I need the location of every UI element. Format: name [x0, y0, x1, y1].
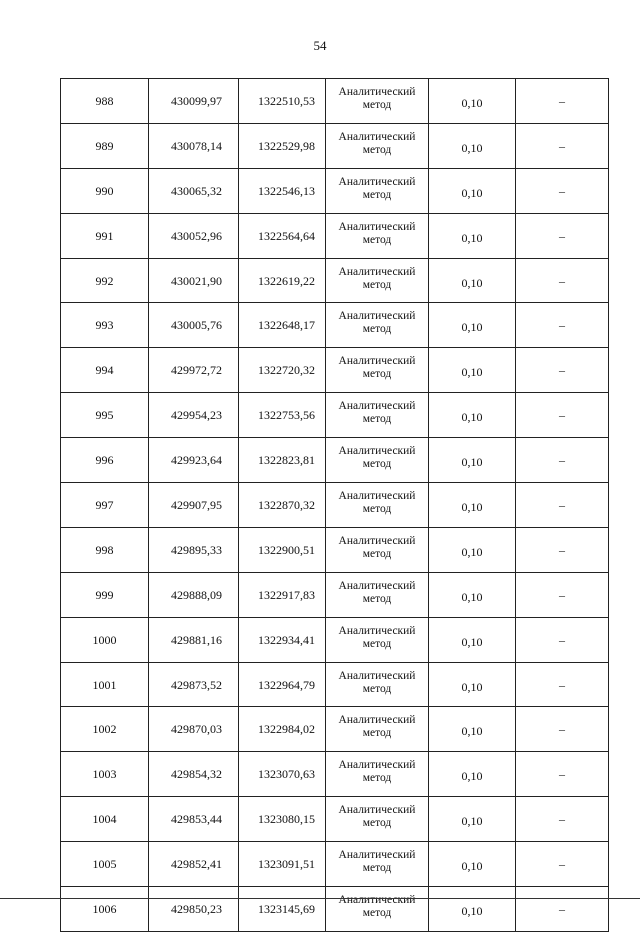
x-coordinate-cell: 429873,52	[149, 662, 239, 707]
method-line-1: Аналитический	[338, 534, 416, 547]
note-cell: –	[516, 797, 609, 842]
y-coordinate-cell: 1323080,15	[239, 797, 326, 842]
accuracy-cell: 0,10	[429, 303, 516, 348]
note-cell: –	[516, 438, 609, 483]
point-number-cell: 997	[61, 483, 149, 528]
point-number-cell: 1000	[61, 617, 149, 662]
method-line-2: метод	[362, 233, 392, 246]
accuracy-cell: 0,10	[429, 527, 516, 572]
accuracy-cell: 0,10	[429, 707, 516, 752]
accuracy-cell: 0,10	[429, 797, 516, 842]
x-coordinate-cell: 429852,41	[149, 842, 239, 887]
method-cell	[326, 79, 429, 124]
method-line-1: Аналитический	[338, 130, 416, 143]
y-coordinate-cell: 1322917,83	[239, 572, 326, 617]
method-line-2: метод	[362, 413, 392, 426]
y-coordinate-cell: 1322546,13	[239, 168, 326, 213]
note-cell: –	[516, 393, 609, 438]
y-coordinate-cell: 1322823,81	[239, 438, 326, 483]
table-row	[61, 617, 609, 662]
coordinates-table	[60, 78, 609, 932]
point-number-cell: 1003	[61, 752, 149, 797]
point-number-cell: 991	[61, 213, 149, 258]
x-coordinate-cell: 430021,90	[149, 258, 239, 303]
table-row	[61, 662, 609, 707]
point-number-cell: 998	[61, 527, 149, 572]
note-cell: –	[516, 258, 609, 303]
method-line-2: метод	[362, 727, 392, 740]
point-number-cell: 988	[61, 79, 149, 124]
table-row	[61, 303, 609, 348]
note-cell: –	[516, 483, 609, 528]
table-row	[61, 842, 609, 887]
method-line-1: Аналитический	[338, 400, 416, 413]
method-cell	[326, 797, 429, 842]
table-row	[61, 393, 609, 438]
accuracy-cell: 0,10	[429, 617, 516, 662]
note-cell: –	[516, 617, 609, 662]
method-cell	[326, 393, 429, 438]
method-line-1: Аналитический	[338, 489, 416, 502]
method-line-2: метод	[362, 547, 392, 560]
note-cell: –	[516, 707, 609, 752]
table-row	[61, 123, 609, 168]
method-line-1: Аналитический	[338, 893, 416, 906]
method-cell	[326, 572, 429, 617]
note-cell: –	[516, 168, 609, 213]
method-line-1: Аналитический	[338, 714, 416, 727]
method-cell	[326, 168, 429, 213]
method-line-2: метод	[362, 502, 392, 515]
accuracy-cell: 0,10	[429, 258, 516, 303]
method-cell	[326, 887, 429, 932]
y-coordinate-cell: 1322900,51	[239, 527, 326, 572]
method-cell	[326, 348, 429, 393]
method-line-1: Аналитический	[338, 804, 416, 817]
table-row	[61, 527, 609, 572]
accuracy-cell: 0,10	[429, 887, 516, 932]
point-number-cell: 989	[61, 123, 149, 168]
method-line-1: Аналитический	[338, 624, 416, 637]
method-line-2: метод	[362, 637, 392, 650]
note-cell: –	[516, 752, 609, 797]
accuracy-cell: 0,10	[429, 483, 516, 528]
method-line-2: метод	[362, 98, 392, 111]
method-line-2: метод	[362, 458, 392, 471]
method-cell	[326, 258, 429, 303]
y-coordinate-cell: 1322648,17	[239, 303, 326, 348]
method-line-2: метод	[362, 862, 392, 875]
method-line-1: Аналитический	[338, 579, 416, 592]
accuracy-cell: 0,10	[429, 438, 516, 483]
page-edge-line	[0, 898, 640, 899]
method-line-2: метод	[362, 682, 392, 695]
method-line-2: метод	[362, 323, 392, 336]
method-line-2: метод	[362, 188, 392, 201]
note-cell: –	[516, 662, 609, 707]
y-coordinate-cell: 1323091,51	[239, 842, 326, 887]
x-coordinate-cell: 429972,72	[149, 348, 239, 393]
method-cell	[326, 662, 429, 707]
method-line-1: Аналитический	[338, 355, 416, 368]
y-coordinate-cell: 1322619,22	[239, 258, 326, 303]
x-coordinate-cell: 429854,32	[149, 752, 239, 797]
x-coordinate-cell: 430065,32	[149, 168, 239, 213]
page-number: 54	[313, 38, 327, 53]
method-line-2: метод	[362, 772, 392, 785]
table-row	[61, 797, 609, 842]
method-cell	[326, 213, 429, 258]
method-line-1: Аналитический	[338, 265, 416, 278]
method-cell	[326, 527, 429, 572]
accuracy-cell: 0,10	[429, 79, 516, 124]
x-coordinate-cell: 429895,33	[149, 527, 239, 572]
method-line-2: метод	[362, 278, 392, 291]
method-line-1: Аналитический	[338, 669, 416, 682]
point-number-cell: 994	[61, 348, 149, 393]
accuracy-cell: 0,10	[429, 213, 516, 258]
note-cell: –	[516, 527, 609, 572]
table-row	[61, 483, 609, 528]
method-line-1: Аналитический	[338, 849, 416, 862]
table-row	[61, 168, 609, 213]
method-line-1: Аналитический	[338, 220, 416, 233]
y-coordinate-cell: 1322720,32	[239, 348, 326, 393]
method-line-2: метод	[362, 817, 392, 830]
y-coordinate-cell: 1322934,41	[239, 617, 326, 662]
accuracy-cell: 0,10	[429, 662, 516, 707]
method-line-1: Аналитический	[338, 759, 416, 772]
note-cell: –	[516, 348, 609, 393]
y-coordinate-cell: 1323145,69	[239, 887, 326, 932]
method-line-1: Аналитический	[338, 85, 416, 98]
point-number-cell: 1002	[61, 707, 149, 752]
x-coordinate-cell: 430078,14	[149, 123, 239, 168]
x-coordinate-cell: 429850,23	[149, 887, 239, 932]
note-cell: –	[516, 887, 609, 932]
x-coordinate-cell: 430099,97	[149, 79, 239, 124]
accuracy-cell: 0,10	[429, 752, 516, 797]
method-line-2: метод	[362, 368, 392, 381]
method-cell	[326, 438, 429, 483]
table-row	[61, 752, 609, 797]
accuracy-cell: 0,10	[429, 123, 516, 168]
accuracy-cell: 0,10	[429, 842, 516, 887]
x-coordinate-cell: 430052,96	[149, 213, 239, 258]
note-cell: –	[516, 123, 609, 168]
method-line-2: метод	[362, 592, 392, 605]
x-coordinate-cell: 429907,95	[149, 483, 239, 528]
point-number-cell: 1001	[61, 662, 149, 707]
method-line-1: Аналитический	[338, 175, 416, 188]
x-coordinate-cell: 429954,23	[149, 393, 239, 438]
note-cell: –	[516, 572, 609, 617]
method-cell	[326, 617, 429, 662]
table-row	[61, 572, 609, 617]
point-number-cell: 995	[61, 393, 149, 438]
method-line-1: Аналитический	[338, 445, 416, 458]
accuracy-cell: 0,10	[429, 168, 516, 213]
point-number-cell: 996	[61, 438, 149, 483]
accuracy-cell: 0,10	[429, 348, 516, 393]
table-row	[61, 348, 609, 393]
method-line-2: метод	[362, 906, 392, 919]
method-cell	[326, 842, 429, 887]
table-row	[61, 887, 609, 932]
table-row	[61, 438, 609, 483]
point-number-cell: 1004	[61, 797, 149, 842]
accuracy-cell: 0,10	[429, 572, 516, 617]
y-coordinate-cell: 1322564,64	[239, 213, 326, 258]
point-number-cell: 1005	[61, 842, 149, 887]
x-coordinate-cell: 429888,09	[149, 572, 239, 617]
y-coordinate-cell: 1322753,56	[239, 393, 326, 438]
table-row	[61, 258, 609, 303]
note-cell: –	[516, 303, 609, 348]
method-cell	[326, 707, 429, 752]
y-coordinate-cell: 1322870,32	[239, 483, 326, 528]
point-number-cell: 1006	[61, 887, 149, 932]
note-cell: –	[516, 79, 609, 124]
table-body	[61, 79, 609, 932]
note-cell: –	[516, 842, 609, 887]
method-cell	[326, 123, 429, 168]
x-coordinate-cell: 429881,16	[149, 617, 239, 662]
x-coordinate-cell: 429870,03	[149, 707, 239, 752]
table-row	[61, 213, 609, 258]
accuracy-cell: 0,10	[429, 393, 516, 438]
method-line-2: метод	[362, 143, 392, 156]
method-cell	[326, 483, 429, 528]
point-number-cell: 992	[61, 258, 149, 303]
y-coordinate-cell: 1322529,98	[239, 123, 326, 168]
table-row	[61, 79, 609, 124]
y-coordinate-cell: 1322510,53	[239, 79, 326, 124]
x-coordinate-cell: 429853,44	[149, 797, 239, 842]
method-cell	[326, 752, 429, 797]
point-number-cell: 990	[61, 168, 149, 213]
point-number-cell: 993	[61, 303, 149, 348]
x-coordinate-cell: 430005,76	[149, 303, 239, 348]
y-coordinate-cell: 1322964,79	[239, 662, 326, 707]
y-coordinate-cell: 1323070,63	[239, 752, 326, 797]
y-coordinate-cell: 1322984,02	[239, 707, 326, 752]
note-cell: –	[516, 213, 609, 258]
point-number-cell: 999	[61, 572, 149, 617]
x-coordinate-cell: 429923,64	[149, 438, 239, 483]
method-cell	[326, 303, 429, 348]
table-row	[61, 707, 609, 752]
method-line-1: Аналитический	[338, 310, 416, 323]
